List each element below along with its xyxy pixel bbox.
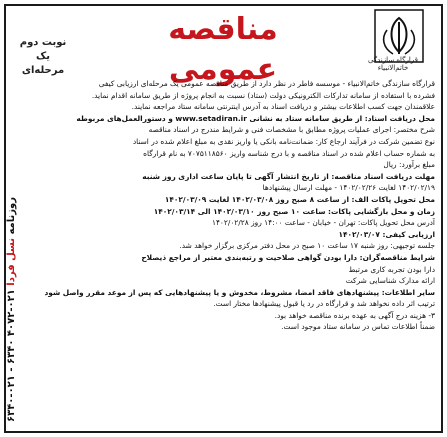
body-line: ضمناً اطلاعات تماس در سامانه ستاد موجود است. <box>281 322 435 332</box>
body-line: مهلت دریافت اسناد مناقصه: از تاریخ انتشار آگهی تا پایان ساعت اداری روز شنبه <box>142 171 435 181</box>
body-line: محل دریافت اسناد: از طریق سامانه ستاد به نشانی www.setadiran.ir و دستورالعمل‌های مربوطه <box>76 113 435 123</box>
notice-body <box>28 78 435 427</box>
body-line: نوع تضمین شرکت در فرآیند ارجاع کار: ضمانت‌نامه بانکی یا واریز نقدی به مبلغ اعلام شده در اسناد <box>132 136 435 146</box>
body-line: ارزیابی کیفی: ۱۴۰۲/۰۳/۰۷ <box>338 229 435 239</box>
newspaper-side-strip <box>4 190 24 430</box>
body-line: ارائه مدارک شناسایی شرکت <box>345 276 435 286</box>
body-line: محل تحویل پاکات الف: از ساعت ۸ صبح روز ۱۴۰۲/۰۳/۰۸ لغایت ۱۴۰۲/۰۳/۰۹ <box>164 194 435 204</box>
newspaper-name: روزنامه <box>6 197 17 236</box>
organization-caption: قرارگاه سازندگی خاتم‌الانبیاء <box>367 56 419 72</box>
body-line: ترتیب اثر داده نخواهد شد و قرارگاه در رد یا قبول پیشنهادها مختار است. <box>213 299 435 309</box>
newspaper-phone: ۰۲۱-۴۰۷۲ ۶۳۴۰ - ۰۲۱-۶۳۴۰ <box>6 289 17 423</box>
body-line: فشرده با استفاده از سامانه تدارکات الکترونیکی دولت (ستاد) نسبت به انجام پروژه از طریق سامانه اقدام نماید. <box>91 90 435 100</box>
newspaper-accent: نسل فردا <box>6 238 17 287</box>
body-line: علاقمندان جهت کسب اطلاعات بیشتر و دریافت اسناد به آدرس اینترنتی سامانه ستاد مراجعه نمایند. <box>131 102 435 112</box>
body-line: جلسه توجیهی: روز شنبه ۱۷ ساعت ۱۰ صبح در محل دفتر مرکزی برگزار خواهد شد. <box>179 241 435 251</box>
newspaper-side-text <box>6 190 22 430</box>
notice-title: مناقصه عمومی <box>168 12 278 87</box>
stage-round: نوبت دوم <box>19 37 67 48</box>
body-line: قرارگاه سازندگی خاتم‌الانبیاء - موسسه فاطر در نظر دارد از طریق مناقصه عمومی یک مرحله‌ای ارزیابی کیفی <box>98 79 435 88</box>
stage-box <box>14 36 72 76</box>
body-line: سایر اطلاعات: پیشنهادهای فاقد امضا، مشروط، مخدوش و یا پیشنهادهایی که پس از موعد مقرر واصل شود <box>44 287 435 297</box>
body-line: آدرس محل تحویل پاکات: تهران - خیابان - ساعت ۱۴:۰۰ روز ۱۴۰۲/۰۲/۲۸ <box>211 218 435 228</box>
body-line: مبلغ برآورد: ریال <box>383 160 435 170</box>
body-line: زمان و محل بازگشایی پاکات: ساعت ۱۰ صبح روز ۱۴۰۲/۰۳/۱۰ الی ۱۴۰۲/۰۳/۱۴ <box>153 206 435 216</box>
body-line: شرایط مناقصه‌گران: دارا بودن گواهی صلاحیت و رتبه‌بندی معتبر از مراجع ذیصلاح <box>141 252 435 262</box>
body-line: به شماره حساب اعلام شده در اسناد مناقصه و با درج شناسه واریز ۷۰۷۵۱۱۸۵۶۰ به نام قرارگاه <box>143 148 435 158</box>
body-line: شرح مختصر: اجرای عملیات پروژه مطابق با مشخصات فنی و شرایط مندرج در اسناد مناقصه <box>148 125 435 135</box>
body-line: دارا بودن تجربه کاری مرتبط <box>348 264 435 274</box>
body-line: ۱۴۰۲/۰۲/۱۹ لغایت ۱۴۰۲/۰۲/۲۶ - مهلت ارسال پیشنهادها <box>262 183 435 193</box>
stage-type: یک مرحله‌ای <box>21 51 65 76</box>
body-line: ۳- هزینه درج آگهی به عهده برنده مناقصه خواهد بود. <box>274 310 435 320</box>
